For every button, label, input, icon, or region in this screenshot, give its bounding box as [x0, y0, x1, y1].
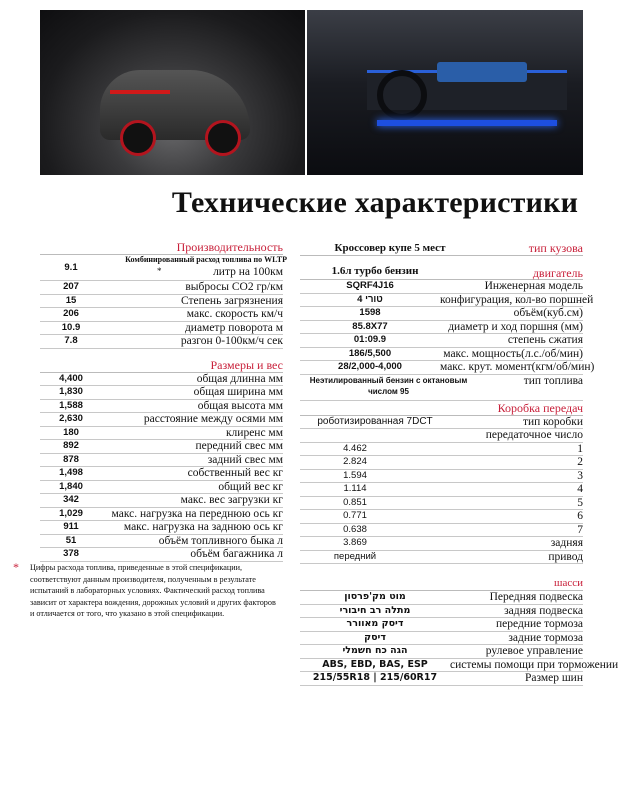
- table-row: [300, 456, 583, 470]
- spec-value: 1,588: [59, 399, 83, 411]
- spec-label: передний свес мм: [195, 440, 283, 453]
- table-row: [300, 497, 583, 511]
- spec-value: 1598: [359, 307, 381, 319]
- table-row: [300, 256, 583, 280]
- table-row: [40, 335, 283, 349]
- spec-label: 4: [577, 483, 583, 496]
- spec-label: 5: [577, 496, 583, 509]
- spec-label: собственный вес кг: [187, 467, 283, 480]
- spec-label: Размер шин: [524, 672, 583, 685]
- table-row: [40, 494, 283, 508]
- spec-label: общая длинна мм: [196, 372, 283, 385]
- spec-label: расстояние между осями мм: [143, 413, 283, 426]
- table-row: [300, 524, 583, 538]
- spec-label: системы помощи при торможении: [450, 658, 619, 671]
- table-row: [40, 467, 283, 481]
- table-row: [300, 293, 594, 308]
- spec-label: диаметр и ход поршня (мм): [448, 320, 583, 333]
- table-row: [40, 454, 283, 468]
- spec-label: задняя: [550, 537, 583, 550]
- spec-label: Инженерная модель: [484, 280, 583, 293]
- spec-value: 186/5,500: [348, 347, 392, 359]
- table-row: [40, 535, 283, 549]
- spec-value: 206: [63, 308, 79, 320]
- section-chassis: шасси: [300, 576, 583, 591]
- spec-label: макс. нагрузка на заднюю ось кг: [123, 521, 283, 534]
- spec-value: 10.9: [61, 321, 81, 333]
- spec-label: макс. скорость км/ч: [186, 308, 283, 321]
- table-row: [40, 440, 283, 454]
- table-row: [300, 307, 583, 321]
- spec-value: 878: [63, 453, 79, 465]
- spec-value: SQRF4J16: [346, 280, 394, 292]
- table-row: [40, 295, 283, 309]
- spec-value: מתלה רב חיבורי: [339, 604, 411, 616]
- table-row: [300, 361, 595, 375]
- spec-value: 180: [63, 426, 79, 438]
- spec-value: 51: [65, 534, 77, 546]
- spec-label: разгон 0-100км/ч сек: [180, 335, 283, 348]
- spec-value: מוט מק'פרסון: [344, 591, 406, 603]
- spec-label: 1: [577, 442, 583, 455]
- spec-label: объём топливного быка л: [158, 534, 283, 547]
- spec-label: макс. мощность(л.с./об/мин): [443, 347, 583, 360]
- spec-value: 7.8: [64, 335, 78, 347]
- spec-label: клиренс мм: [225, 426, 283, 439]
- table-row: [300, 605, 583, 619]
- table-row: [300, 470, 583, 484]
- spec-label: общая высота мм: [197, 399, 283, 412]
- table-row: [300, 510, 583, 524]
- asterisk: *: [157, 265, 162, 276]
- spec-value: Неэтилированный бензин с октановым числом 95: [309, 375, 468, 396]
- spec-value: 85.8X77: [352, 320, 388, 332]
- spec-label: задние тормоза: [508, 631, 583, 644]
- table-row: [300, 672, 583, 686]
- spec-value: 1.6л турбо бензин: [331, 264, 419, 277]
- spec-value: 28/2,000-4,000: [338, 361, 402, 373]
- table-row: [40, 281, 283, 295]
- table-row: [40, 548, 283, 562]
- spec-value: 1,498: [59, 467, 83, 479]
- table-row: [40, 508, 283, 522]
- table-row: [300, 416, 583, 430]
- section-engine: двигатель: [532, 266, 583, 280]
- table-row: [40, 481, 283, 495]
- table-row: [40, 322, 283, 336]
- spec-label: 7: [577, 523, 583, 536]
- table-row: [40, 254, 287, 281]
- spec-label: степень сжатия: [507, 334, 583, 347]
- table-row: [300, 334, 583, 348]
- spec-value: роботизированная 7DCT: [317, 415, 433, 427]
- table-row: [300, 537, 583, 551]
- spec-label: 3: [577, 469, 583, 482]
- spec-value: 207: [63, 281, 79, 293]
- spec-value: 9.1: [64, 261, 78, 273]
- spec-value: 342: [63, 494, 79, 506]
- footnote-marker: *: [13, 560, 19, 574]
- table-row: [300, 429, 583, 443]
- spec-label: привод: [548, 550, 583, 563]
- spec-label: 2: [577, 456, 583, 469]
- spec-label: макс. крут. момент(кгм/об/мин): [440, 361, 595, 374]
- table-row: [40, 427, 283, 441]
- spec-label: диаметр поворота м: [184, 321, 283, 334]
- footnote: Цифры расхода топлива, приведенные в этой спецификации, соответствуют данным производителя, полученным в результате испытаний в лабораторных условиях. Фактический расход топлива зависит от характера вождения, дорожных условий и других факторов и отличается от того, что указано в этой спецификации.: [30, 563, 276, 618]
- spec-value: передний: [333, 550, 377, 562]
- spec-value: 1,830: [59, 386, 83, 398]
- spec-label: задний свес мм: [207, 453, 283, 466]
- table-row: [300, 618, 583, 632]
- spec-label: литр на 100км: [213, 265, 283, 278]
- table-row: [300, 645, 583, 659]
- table-row: [300, 443, 583, 457]
- spec-label: макс. нагрузка на переднюю ось кг: [111, 507, 283, 520]
- table-row: [40, 308, 283, 322]
- spec-label: объём багажника л: [190, 548, 283, 561]
- table-row: [40, 413, 283, 427]
- left-spec-table: [40, 240, 287, 562]
- spec-value: Кроссовер купе 5 мест: [334, 241, 446, 254]
- spec-label: задняя подвеска: [504, 604, 583, 617]
- spec-label: тип кузова: [528, 240, 583, 255]
- table-row: [300, 240, 583, 256]
- spec-label: передаточное число: [485, 429, 583, 442]
- spec-value: 1,029: [59, 507, 83, 519]
- spec-value: 4.462: [343, 442, 367, 454]
- spec-value: 892: [63, 440, 79, 452]
- spec-value: 378: [63, 548, 79, 560]
- table-row: [40, 400, 283, 414]
- spec-value: 911: [63, 521, 79, 533]
- spec-label: рулевое управление: [485, 645, 583, 658]
- spec-value: 4,400: [59, 372, 83, 384]
- spec-value: הגה כח חשמלי: [342, 645, 408, 657]
- spec-value: ABS, EBD, BAS, ESP: [322, 658, 428, 670]
- table-row: [40, 386, 283, 400]
- table-row: [300, 280, 583, 294]
- spec-value: דיסק: [364, 631, 386, 643]
- spec-label: объём(куб.см): [513, 307, 583, 320]
- table-row: [40, 521, 283, 535]
- spec-value: 0.771: [343, 510, 367, 522]
- spec-value: 1,840: [59, 480, 83, 492]
- right-spec-table: [300, 240, 619, 686]
- spec-value: 01:09.9: [353, 334, 387, 346]
- spec-label: тип топлива: [523, 374, 583, 387]
- spec-value: דיסק מאוורר: [346, 618, 404, 630]
- spec-label: выбросы CO2 гр/км: [185, 281, 283, 294]
- table-row: [300, 551, 583, 565]
- table-row: [300, 483, 583, 497]
- spec-label: Передняя подвеска: [489, 591, 583, 604]
- section-performance: Производительность: [40, 240, 283, 255]
- car-interior-photo: [307, 10, 583, 175]
- spec-value: 2.824: [343, 456, 367, 468]
- section-transmission: Коробка передач: [300, 401, 583, 416]
- page-title: Технические характеристики: [171, 186, 579, 219]
- spec-value: 0.638: [343, 523, 367, 535]
- spec-value: 1.114: [343, 483, 367, 495]
- spec-label: 6: [577, 510, 583, 523]
- table-row: [300, 375, 583, 401]
- spec-value: 3.869: [343, 537, 367, 549]
- spec-value: 215/55R18 | 215/60R17: [312, 672, 438, 684]
- car-exterior-photo: [40, 10, 305, 175]
- table-row: [300, 321, 583, 335]
- spec-label: Комбинированный расход топлива по WLTP: [125, 254, 287, 264]
- spec-label: общий вес кг: [218, 480, 283, 493]
- table-row: [300, 632, 583, 646]
- spec-label: макс. вес загрузки кг: [180, 494, 283, 507]
- spec-value: 2,630: [59, 413, 83, 425]
- table-row: [40, 373, 283, 387]
- table-row: [300, 348, 583, 362]
- table-row: [300, 591, 583, 605]
- spec-label: общая ширина мм: [193, 386, 283, 399]
- spec-label: тип коробки: [522, 415, 583, 428]
- spec-value: 15: [65, 294, 77, 306]
- section-dimensions: Размеры и вес: [40, 358, 283, 373]
- spec-value: 0.851: [343, 496, 367, 508]
- spec-value: טורי 4: [357, 293, 383, 305]
- table-row: [300, 658, 619, 673]
- spec-value: 1.594: [343, 469, 367, 481]
- spec-label: Степень загрязнения: [181, 294, 283, 307]
- spec-label: передние тормоза: [496, 618, 583, 631]
- spec-label: конфигурация, кол-во поршней: [440, 293, 594, 306]
